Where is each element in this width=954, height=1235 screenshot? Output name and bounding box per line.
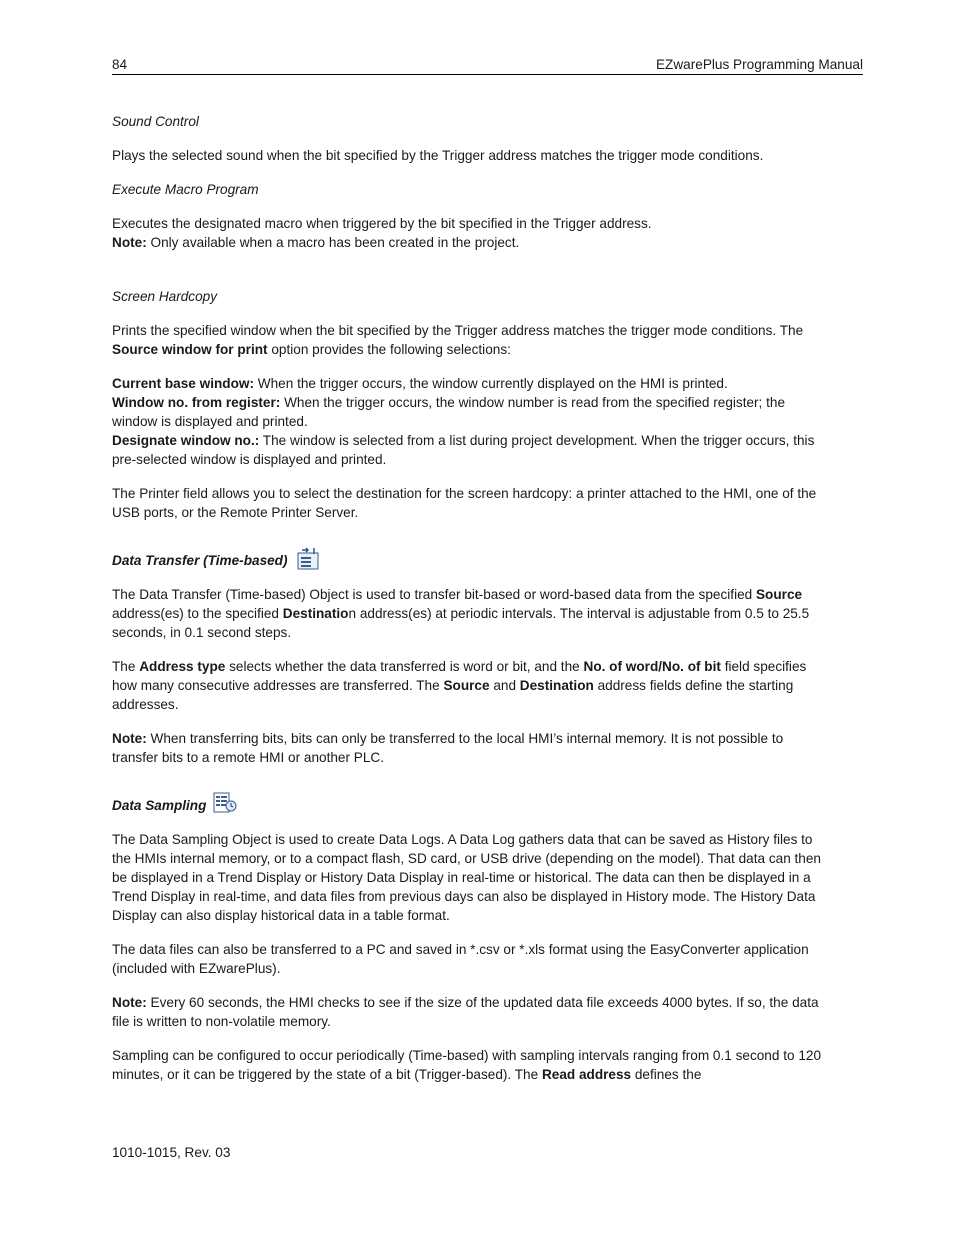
execute-macro-heading: Execute Macro Program: [112, 182, 259, 197]
document-number: 1010-1015, Rev. 03: [112, 1145, 231, 1160]
text-run: The: [112, 659, 140, 674]
data-transfer-paragraph-1: [112, 585, 824, 642]
option-text: The window is selected from a list during project development. When the trigger occurs, this pre-selected window is displayed and printed.: [112, 433, 815, 467]
sound-control-heading: Sound Control: [112, 114, 199, 129]
page-content: [112, 112, 824, 1099]
option-label: Current base window:: [112, 376, 254, 391]
print-source-options: [112, 374, 824, 469]
note-text: Only available when a macro has been created in the project.: [146, 235, 520, 250]
option-label: Designate window no.:: [112, 433, 260, 448]
text-run: and: [489, 678, 520, 693]
option-text: When the trigger occurs, the window number is read from the specified register; the window is displayed and printed.: [112, 395, 786, 429]
text-run: address fields define the starting addresses.: [112, 678, 794, 712]
data-transfer-icon: [293, 546, 320, 570]
bold-term: Read address: [541, 1067, 632, 1082]
data-sampling-icon: [211, 791, 238, 815]
text-run: defines the: [631, 1067, 702, 1082]
text-run: Prints the specified window when the bit specified by the Trigger address matches the trigger mode conditions. The: [112, 323, 804, 338]
printer-field-text: The Printer field allows you to select the destination for the screen hardcopy: a printer attached to the HMI, one of the USB ports, or the Remote Printer Server.: [112, 486, 817, 520]
bold-term: Source: [755, 587, 803, 602]
text-run: n address(es) at periodic intervals. The interval is adjustable from 0.5 to 25.5 seconds, in 0.1 second steps.: [112, 606, 810, 640]
bold-term: Source window for print: [112, 342, 268, 357]
data-transfer-heading-row: [112, 546, 824, 570]
page-footer: [112, 1143, 230, 1162]
text-run: The Data Transfer (Time-based) Object is used to transfer bit-based or word-based data from the specified: [112, 587, 756, 602]
text-run: selects whether the data transferred is word or bit, and the: [225, 659, 584, 674]
data-sampling-paragraph-1: The Data Sampling Object is used to create Data Logs. A Data Log gathers data that can be saved as History files to the HMIs internal memory, or to a compact flash, SD card, or USB drive (depending on the model). That data can then be displayed in a Trend Display or History Data Display in real-time or historical. The data can then be displayed in a Trend Display in real-time, and data files from previous days can also be displayed in History mode. The History Data Display can also display historical data in a table format.: [112, 832, 821, 923]
note-label: Note:: [112, 731, 147, 746]
note-label: Note:: [112, 995, 147, 1010]
note-text: Every 60 seconds, the HMI checks to see if the size of the updated data file exceeds 4000 bytes. If so, the data file is written to non-volatile memory.: [112, 995, 819, 1029]
bold-term: No. of word/No. of bit: [583, 659, 721, 674]
text-run: address(es) to the specified: [112, 606, 283, 621]
data-transfer-heading: Data Transfer (Time-based): [112, 553, 288, 568]
data-transfer-paragraph-2: [112, 657, 824, 714]
bold-term: Destination: [519, 678, 594, 693]
bold-term: Destinatio: [282, 606, 349, 621]
data-transfer-note: [112, 729, 824, 767]
note-label: Note:: [112, 235, 147, 250]
sound-control-text: Plays the selected sound when the bit specified by the Trigger address matches the trigger mode conditions.: [112, 148, 764, 163]
data-sampling-heading: Data Sampling: [112, 798, 207, 813]
data-sampling-paragraph-4: [112, 1046, 824, 1084]
data-sampling-note: [112, 993, 824, 1031]
option-text: When the trigger occurs, the window currently displayed on the HMI is printed.: [254, 376, 728, 391]
data-sampling-heading-row: [112, 791, 824, 815]
text-run: field specifies how many consecutive addresses are transferred. The: [112, 659, 807, 693]
bold-term: Source: [443, 678, 490, 693]
screen-hardcopy-heading: Screen Hardcopy: [112, 289, 218, 304]
text-run: option provides the following selections:: [267, 342, 511, 357]
page-number: 84: [112, 57, 128, 72]
screen-hardcopy-intro: [112, 321, 824, 359]
text-run: Sampling can be configured to occur periodically (Time-based) with sampling intervals ranging from 0.1 second to 120 minutes, or it can be triggered by the state of a bit (Trigger-based). The: [112, 1048, 821, 1082]
page-header: [112, 56, 863, 75]
note-text: When transferring bits, bits can only be transferred to the local HMI’s internal memory. It is not possible to transfer bits to a remote HMI or another PLC.: [112, 731, 784, 765]
option-label: Window no. from register:: [112, 395, 281, 410]
manual-title: EZwarePlus Programming Manual: [655, 57, 863, 72]
bold-term: Address type: [139, 659, 226, 674]
execute-macro-paragraph: [112, 214, 824, 252]
data-sampling-paragraph-2: The data files can also be transferred to a PC and saved in *.csv or *.xls format using the EasyConverter application (included with EZwarePlus).: [112, 942, 809, 976]
execute-macro-text: Executes the designated macro when triggered by the bit specified in the Trigger address.: [112, 216, 652, 231]
